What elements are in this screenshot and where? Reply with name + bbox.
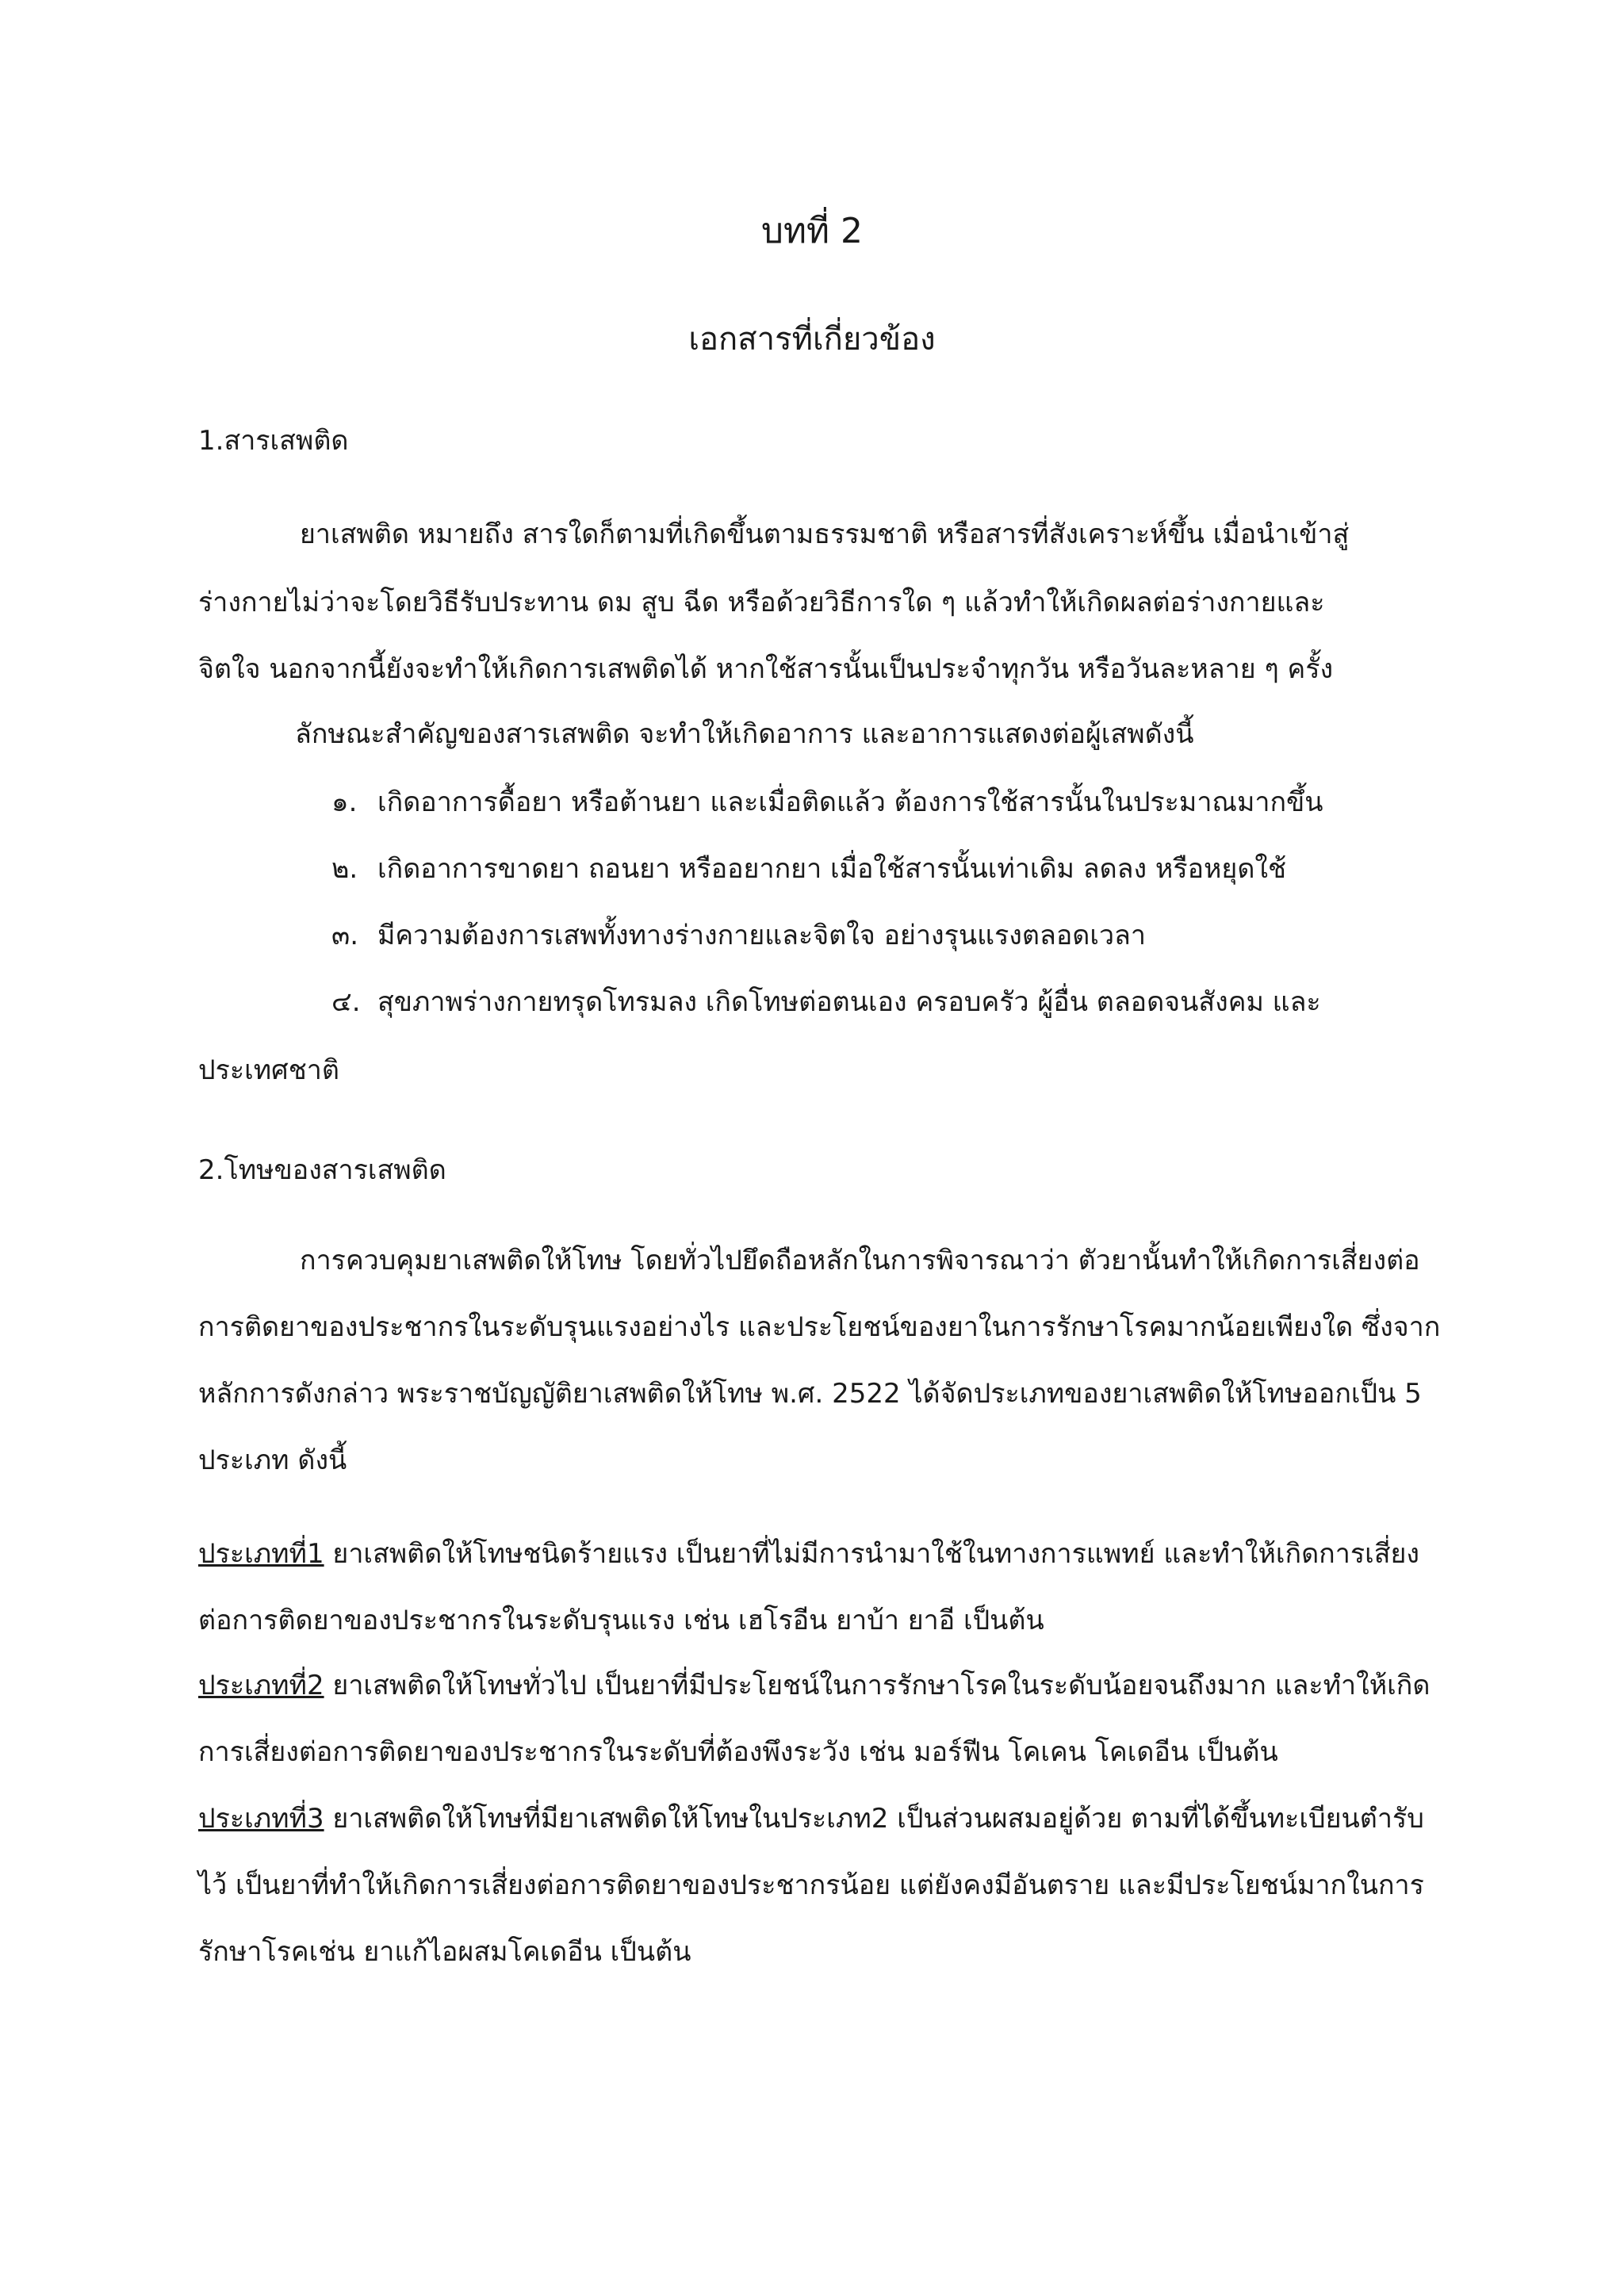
section-1-paragraph-line: ยาเสพติด หมายถึง สารใดก็ตามที่เกิดขึ้นตามธรรมชาติ หรือสารที่สังเคราะห์ขึ้น เมื่อนำเข้าสู่ [300, 519, 1350, 550]
type-3-text: ยาเสพติดให้โทษที่มียาเสพติดให้โทษในประเภท2 เป็นส่วนผสมอยู่ด้วย ตามที่ได้ขึ้นทะเบียนตำรับ [324, 1803, 1424, 1835]
type-2-line-2: การเสี่ยงต่อการติดยาของประชากรในระดับที่ต้องพึงระวัง เช่น มอร์ฟีน โคเคน โคเดอีน เป็นต้น [198, 1736, 1278, 1768]
type-1-label: ประเภทที่1 [198, 1538, 324, 1570]
type-2-text: ยาเสพติดให้โทษทั่วไป เป็นยาที่มีประโยชน์ในการรักษาโรคในระดับน้อยจนถึงมาก และทำให้เกิด [324, 1670, 1431, 1701]
chapter-subtitle: เอกสารที่เกี่ยวข้อง [688, 321, 936, 358]
list-item-text: มีความต้องการเสพทั้งทางร่างกายและจิตใจ อย่างรุนแรงตลอดเวลา [377, 920, 1146, 951]
section-1-paragraph-line: ร่างกายไม่ว่าจะโดยวิธีรับประทาน ดม สูบ ฉีด หรือด้วยวิธีการใด ๆ แล้วทำให้เกิดผลต่อร่างกายและ [198, 587, 1325, 618]
section-1-heading: 1.สารเสพติด [198, 425, 349, 457]
list-item-text: สุขภาพร่างกายทรุดโทรมลง เกิดโทษต่อตนเอง ครอบครัว ผู้อื่น ตลอดจนสังคม และ [377, 986, 1321, 1018]
type-3-line [198, 1801, 1424, 1836]
section-2-paragraph-line: การควบคุมยาเสพติดให้โทษ โดยทั่วไปยึดถือหลักในการพิจารณาว่า ตัวยานั้นทำให้เกิดการเสี่ยงต่อ [300, 1245, 1420, 1276]
type-2-line [198, 1668, 1430, 1703]
section-2-heading: 2.โทษของสารเสพติด [198, 1154, 446, 1186]
list-item-number: ๔. [331, 986, 361, 1018]
section-1-paragraph-line: จิตใจ นอกจากนี้ยังจะทำให้เกิดการเสพติดได้ หากใช้สารนั้นเป็นประจำทุกวัน หรือวันละหลาย ๆ ครั้ง [198, 653, 1334, 685]
chapter-title: บทที่ 2 [761, 211, 863, 251]
list-item-number: ๑. [331, 786, 358, 818]
list-item [331, 785, 1323, 820]
list-item-number: ๒. [331, 853, 358, 885]
type-1-line-2: ต่อการติดยาของประชากรในระดับรุนแรง เช่น เฮโรอีน ยาบ้า ยาอี เป็นต้น [198, 1605, 1044, 1636]
list-item [331, 985, 1321, 1020]
section-1-paragraph-2: ลักษณะสำคัญของสารเสพติด จะทำให้เกิดอาการ และอาการแสดงต่อผู้เสพดังนี้ [295, 718, 1194, 750]
list-item [331, 918, 1146, 953]
type-1-text: ยาเสพติดให้โทษชนิดร้ายแรง เป็นยาที่ไม่มีการนำมาใช้ในทางการแพทย์ และทำให้เกิดการเสี่ยง [324, 1538, 1419, 1570]
list-item-text: เกิดอาการดื้อยา หรือต้านยา และเมื่อติดแล้ว ต้องการใช้สารนั้นในประมาณมากขึ้น [377, 786, 1323, 818]
list-item-number: ๓. [331, 920, 359, 951]
type-3-line-2: ไว้ เป็นยาที่ทำให้เกิดการเสี่ยงต่อการติดยาของประชากรน้อย แต่ยังคงมีอันตราย และมีประโยชน์มากในการ [198, 1869, 1424, 1901]
type-2-label: ประเภทที่2 [198, 1670, 324, 1701]
section-2-paragraph-line: หลักการดังกล่าว พระราชบัญญัติยาเสพติดให้โทษ พ.ศ. 2522 ได้จัดประเภทของยาเสพติดให้โทษออกเป็น 5 [198, 1378, 1422, 1410]
section-2-paragraph-line: ประเภท ดังนี้ [198, 1445, 347, 1476]
type-1-line [198, 1536, 1419, 1571]
type-3-label: ประเภทที่3 [198, 1803, 324, 1835]
list-item [331, 851, 1286, 886]
list-item-text: เกิดอาการขาดยา ถอนยา หรืออยากยา เมื่อใช้สารนั้นเท่าเดิม ลดลง หรือหยุดใช้ [377, 853, 1287, 885]
type-3-line-3: รักษาโรคเช่น ยาแก้ไอผสมโคเดอีน เป็นต้น [198, 1936, 691, 1968]
list-item-continuation: ประเทศชาติ [198, 1054, 339, 1086]
section-2-paragraph-line: การติดยาของประชากรในระดับรุนแรงอย่างไร และประโยชน์ของยาในการรักษาโรคมากน้อยเพียงใด ซึ่งจาก [198, 1311, 1441, 1343]
